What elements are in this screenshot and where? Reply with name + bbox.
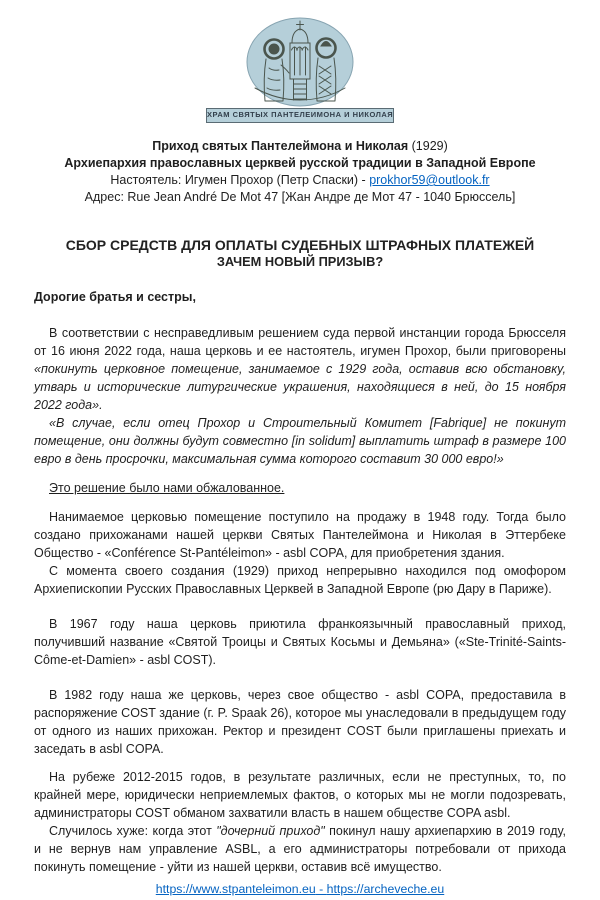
parish-name: Приход святых Пантелеймона и Николая bbox=[152, 139, 409, 153]
parish-name-line bbox=[0, 138, 600, 155]
page-title-line1: СБОР СРЕДСТВ ДЛЯ ОПЛАТЫ СУДЕБНЫХ ШТРАФНЫХ ПЛАТЕЖЕЙ bbox=[65, 237, 535, 253]
para-1982: В 1982 году наша же церковь, через свое общество - asbl COPA, предоставила в распоряжение COST здание (г. P. Spaak 26), которое мы унаследовали в предыдущем году от одного из наших прихожан. Ректор и президент COST были приглашены приехать и заседать в asbl COPA. bbox=[34, 688, 566, 756]
logo-banner-text: ХРАМ СВЯТЫХ ПАНТЕЛЕИМОНА И НИКОЛАЯ bbox=[207, 110, 394, 119]
footer-link-separator: - bbox=[315, 882, 327, 896]
archdiocese-site-link[interactable]: https://archeveche.eu bbox=[326, 882, 445, 896]
para-2019-quote: "дочерний приход" bbox=[216, 824, 325, 838]
para-2019 bbox=[34, 822, 566, 876]
para-court-ruling-text: В соответствии с несправедливым решением суда первой инстанции города Брюсселя от 16 июня 2022 года, наша церковь и ее настоятель, игумен Прохор, были приговорены bbox=[34, 326, 566, 358]
page-title-line2: ЗАЧЕМ НОВЫЙ ПРИЗЫВ? bbox=[216, 254, 384, 269]
church-logo bbox=[0, 0, 600, 123]
rector-label: Настоятель: Игумен Прохор (Петр Спаски) - bbox=[110, 173, 370, 187]
para-2019-post: покинул нашу архиепархию в 2019 году, и не вернув нам управление ASBL, а его администраторы потребовали от прихода покинуть помещение - уйти из нашей церкви, оставив всё имущество. bbox=[34, 824, 566, 874]
church-emblem-icon bbox=[241, 16, 359, 107]
appeal-note-text: Это решение было нами обжалованное. bbox=[49, 481, 285, 495]
parish-year: (1929) bbox=[408, 139, 448, 153]
para-court-ruling-quote: «покинуть церковное помещение, занимаемое с 1929 года, оставив всю обстановку, утварь и исторические литургические украшения, находящиеся в ней, до 15 ноября 2022 года». bbox=[34, 362, 566, 412]
rector-email-link[interactable]: prokhor59@outlook.fr bbox=[369, 173, 490, 187]
footer-links bbox=[0, 881, 600, 898]
para-fine-quote: «В случае, если отец Прохор и Строительный Комитет [Fabrique] не покинут помещение, они должны будут совместно [in solidum] выплатить штраф в размере 100 евро в день просрочки, максимальная сумма которого составит 30 000 евро!» bbox=[34, 416, 566, 466]
salutation: Дорогие братья и сестры, bbox=[34, 290, 196, 304]
address-line: Адрес: Rue Jean André De Mot 47 [Жан Андре де Мот 47 - 1040 Брюссель] bbox=[84, 190, 516, 204]
para-2019-pre: Случилось хуже: когда этот bbox=[49, 824, 217, 838]
para-2012-2015: На рубеже 2012-2015 годов, в результате различных, если не преступных, то, по крайней мере, юридически неприемлемых фактов, о которых мы не могли подозревать, администраторы COST обманом захватили власть в нашем обществе COPA asbl. bbox=[34, 770, 566, 820]
parish-site-link[interactable]: https://www.stpanteleimon.eu bbox=[155, 882, 316, 896]
appeal-note bbox=[34, 479, 566, 497]
para-building-sale: Нанимаемое церковью помещение поступило на продажу в 1948 году. Тогда было создано прихожанами нашей церкви Святых Пантелеймона и Николая в Эттербеке Общество - «Conférence St-Pantéleimon» - asbl COPA, для приобретения здания. bbox=[34, 510, 566, 560]
para-1967: В 1967 году наша церковь приютила франкоязычный православный приход, получивший название «Святой Троицы и Святых Косьмы и Демьяна» («Ste-Trinité-Saints-Côme-et-Damien» - asbl COST). bbox=[34, 617, 566, 667]
rector-line bbox=[0, 172, 600, 189]
page-title bbox=[0, 236, 600, 270]
letter-body bbox=[34, 288, 566, 876]
archdiocese-line: Архиепархия православных церквей русской традиции в Западной Европе bbox=[64, 156, 536, 170]
letterhead bbox=[0, 138, 600, 206]
logo-banner bbox=[206, 108, 394, 123]
para-parish-creation: С момента своего создания (1929) приход непрерывно находился под омофором Архиепископии Русских Православных Церквей в Западной Европе (рю Дару в Париже). bbox=[34, 564, 566, 596]
para-court-ruling bbox=[34, 324, 566, 414]
